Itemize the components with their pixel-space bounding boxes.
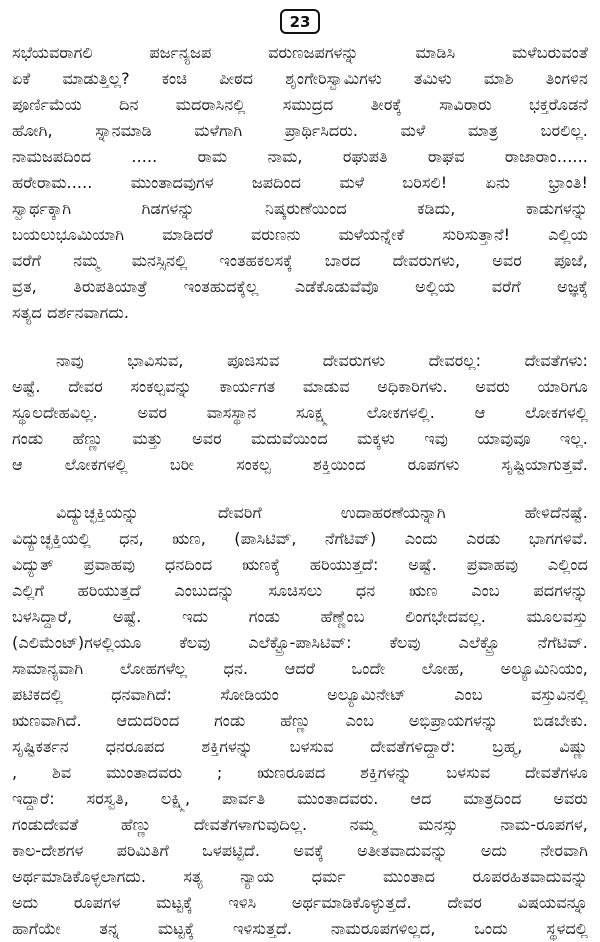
text-line: ಸೃಷ್ಟಿಕರ್ತನ ಧನರೂಪದ ಶಕ್ತಿಗಳನ್ನು ಬಳಸುವ ದೇವತೆಗಳಿದ್ದಾರೆ: ಬ್ರಹ್ಮ, ವಿಷ್ಣು [12,737,588,756]
text-line: ವಿದ್ಯುತ್ ಪ್ರವಾಹವು ಧನದಿಂದ ಋಣಕ್ಕೆ ಹರಿಯುತ್ತದೆ: ಅಷ್ಟೆ. ಪ್ರವಾಹವು ಎಲ್ಲಿಂದ [12,555,588,574]
page-number: 23 [289,12,311,31]
text-line: ಸಭೆಯವರಾಗಲಿ ಪರ್ಜನ್ಯಜಪ ವರುಣಜಪಗಳನ್ನು ಮಾಡಿಸಿ ಮಳೆಬರುವಂತೆ [12,43,588,62]
text-line: ಗಂಡುದೇವತೆ ಹೆಣ್ಣು ದೇವತೆಗಳಾಗುವುದಿಲ್ಲ. ನಮ್ಮ ಮನಸ್ಸು ನಾಮ-ರೂಪಗಳ, [12,815,588,834]
text-line: ವಿದ್ಯುಚ್ಛಕ್ತಿಯನ್ನು ದೇವರಿಗೆ ಉದಾಹರಣೆಯನ್ನಾಗಿ ಹೇಳಿದೆನಷ್ಟೆ. [56,503,588,522]
paragraph [12,500,588,942]
paragraph [12,348,588,478]
text-line: ಅಷ್ಟೆ. ದೇವರ ಸಂಕಲ್ಪವನ್ನು ಕಾರ್ಯಗತ ಮಾಡುವ ಅಧಿಕಾರಿಗಳು. ಅವರು ಯಾರಿಗೂ [12,377,588,396]
text-line: (ಎಲಿಮೆಂಟ್)ಗಳಲ್ಲಿಯೂ ಕೆಲವು ಎಲೆಕ್ಟ್ರೊ-ಪಾಸಿಟಿವ್: ಕೆಲವು ಎಲೆಕ್ಟ್ರೊ ನೆಗೆಟಿವ್. [12,633,588,652]
text-line: ಸ್ಥೂಲದೇಹವಿಲ್ಲ. ಅವರ ವಾಸಸ್ಥಾನ ಸೂಕ್ಷ್ಮ ಲೋಕಗಳಲ್ಲಿ. ಆ ಲೋಕಗಳಲ್ಲಿ [12,403,588,422]
text-line: ಎಲ್ಲಿಗೆ ಹರಿಯುತ್ತದೆ ಎಂಬುದನ್ನು ಸೂಚಿಸಲು ಧನ ಋಣ ಎಂಬ ಪದಗಳನ್ನು [12,581,588,600]
text-line: ಕಾಲ-ದೇಶಗಳ ಪರಿಮಿತಿಗೆ ಒಳಪಟ್ಟಿದೆ. ಅವಕ್ಕೆ ಅತೀತವಾದುವನ್ನು ಅದು ನೇರವಾಗಿ [12,841,588,860]
text-line: ಇದ್ದಾರೆ: ಸರಸ್ವತಿ, ಲಕ್ಷ್ಮಿ, ಪಾರ್ವತಿ ಮುಂತಾದವರು. ಆದ ಮಾತ್ರದಿಂದ ಅವರು [12,789,588,808]
text-line: ನಾಮಜಪದಿಂದ ..... ರಾಮ ನಾಮ, ರಘುಪತಿ ರಾಘವ ರಾಜಾರಾಂ...... [12,147,588,166]
text-line: ಆ ಲೋಕಗಳಲ್ಲಿ ಬರೀ ಸಂಕಲ್ಪ ಶಕ್ತಿಯಿಂದ ರೂಪಗಳು ಸೃಷ್ಟಿಯಾಗುತ್ತವೆ. [12,455,588,474]
text-line: ಏಕೆ ಮಾಡುತ್ತಿಲ್ಲ? ಕಂಚಿ ಪೀಠದ ಶೃಂಗೇರಿಸ್ವಾಮಿಗಳು ತಮಿಳು ಮಾಶಿ ತಿಂಗಳಿನ [12,69,588,88]
text-line: ನಾವು ಭಾವಿಸುವ, ಪೂಜಿಸುವ ದೇವರುಗಳು ದೇವರಲ್ಲ: ದೇವತೆಗಳು: [56,351,588,370]
text-line: ಪೂರ್ಣಿಮೆಯ ದಿನ ಮದರಾಸಿನಲ್ಲಿ ಸಮುದ್ರದ ತೀರಕ್ಕೆ ಸಾವಿರಾರು ಭಕ್ತರೊಡನೆ [12,95,588,114]
text-line: , ಶಿವ ಮುಂತಾದವರು ; ಋಣರೂಪದ ಶಕ್ತಿಗಳನ್ನು ಬಳಸುವ ದೇವತೆಗಳೂ [12,763,588,782]
page-number-box [280,9,320,34]
text-line: ಗಂಡು ಹೆಣ್ಣು ಮತ್ತು ಅವರ ಮದುವೆಯಿಂದ ಮಕ್ಕಳು ಇವು ಯಾವುವೂ ಇಲ್ಲ. [12,429,588,448]
text-line: ಅದು ರೂಪಗಳ ಮಟ್ಟಕ್ಕೆ ಇಳಿಸಿ ಅರ್ಥಮಾಡಿಕೊಳ್ಳುತ್ತದೆ. ದೇವರ ವಿಷಯವನ್ನೂ [12,893,588,912]
text-line: ಹೋಗಿ, ಸ್ನಾನಮಾಡಿ ಮಳೆಗಾಗಿ ಪ್ರಾರ್ಥಿಸಿದರು. ಮಳೆ ಮಾತ್ರ ಬರಲಿಲ್ಲ. [12,121,588,140]
text-line: ಸಾಮಾನ್ಯವಾಗಿ ಲೋಹಗಳೆಲ್ಲ ಧನ. ಆದರೆ ಒಂದೇ ಲೋಹ, ಅಲ್ಯೂಮಿನಿಯಂ, [12,659,588,678]
text-line: ಸ್ವಾರ್ಥಕ್ಕಾಗಿ ಗಿಡಗಳನ್ನು ನಿಷ್ಕರುಣೆಯಿಂದ ಕಡಿದು, ಕಾಡುಗಳನ್ನು [12,199,588,218]
text-line: ಬಳಸಿದ್ದಾರೆ, ಅಷ್ಟೆ. ಇದು ಗಂಡು ಹೆಣ್ಣೆಂಬ ಲಿಂಗಭೇದವಲ್ಲ. ಮೂಲವಸ್ತು [12,607,588,626]
text-line: ಪಟಿಕದಲ್ಲಿ ಧನವಾಗಿದೆ: ಸೋಡಿಯಂ ಅಲ್ಯೂಮಿನೇಟ್ ಎಂಬ ವಸ್ತುವಿನಲ್ಲಿ [12,685,588,704]
body-text [12,40,588,942]
text-line: ವ್ರತ, ತಿರುಪತಿಯಾತ್ರೆ ಇಂತಹುದಕ್ಕೆಲ್ಲ ಎಡೆಕೊಡುವೆವೊ ಅಲ್ಲಿಯ ವರೆಗೆ ಅಜ್ಞಕ್ಕೆ [12,277,588,296]
text-line: ಅರ್ಥಮಾಡಿಕೊಳ್ಳಲಾಗದು. ಸತ್ಯ ನ್ಯಾಯ ಧರ್ಮ ಮುಂತಾದ ರೂಪರಹಿತವಾದುವನ್ನು [12,867,588,886]
text-line: ಸತ್ಯದ ದರ್ಶನವಾಗದು. [12,303,130,322]
text-line: ಹಾಗೆಯೇ ತನ್ನ ಮಟ್ಟಕ್ಕೆ ಇಳಿಸುತ್ತದೆ. ನಾಮರೂಪಗಳಿಲ್ಲದ, ಒಂದು ಸ್ಥಳದಲ್ಲಿ [12,919,588,938]
text-line: ಬಯಲುಭೂಮಿಯಾಗಿ ಮಾಡಿದರೆ ವರುಣನು ಮಳೆಯನ್ನೇಕೆ ಸುರಿಸುತ್ತಾನೆ! ಎಲ್ಲಿಯ [12,225,588,244]
text-line: ಹರೇರಾಮ..... ಮುಂತಾದವುಗಳ ಜಪದಿಂದ ಮಳೆ ಬರಿಸಲಿ! ಏನು ಭ್ರಾಂತಿ! [12,173,588,192]
text-line: ಋಣವಾಗಿದೆ. ಆದುದರಿಂದ ಗಂಡು ಹೆಣ್ಣು ಎಂಬ ಅಭಿಪ್ರಾಯಗಳನ್ನು ಬಿಡಬೇಕು. [12,711,588,730]
text-line: ವಿದ್ಯುಚ್ಛಕ್ತಿಯಲ್ಲಿ ಧನ, ಋಣ, (ಪಾಸಿಟಿವ್, ನೆಗೆಟಿವ್) ಎಂದು ಎರಡು ಭಾಗಗಳಿವೆ. [12,529,588,548]
paragraph [12,40,588,326]
text-line: ವರೆಗೆ ನಮ್ಮ ಮನಸ್ಸಿನಲ್ಲಿ ಇಂತಹಕಲಸಕ್ಕೆ ಬಾರದ ದೇವರುಗಳು, ಅವರ ಪೂಜೆ, [12,251,588,270]
